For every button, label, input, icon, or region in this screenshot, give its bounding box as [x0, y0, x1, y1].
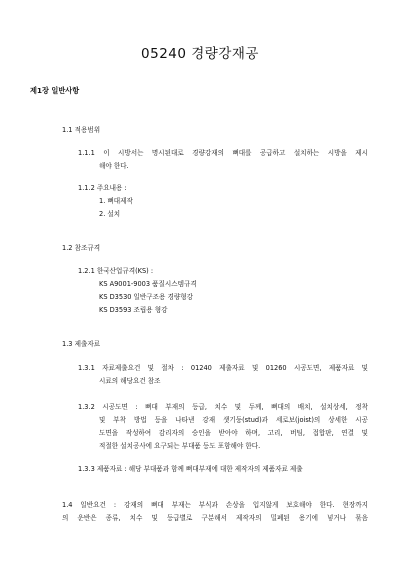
item-1-3-2-line4: 적절한 설치공사에 요구되는 부대품 등도 포함해야 한다. — [99, 442, 261, 450]
item-1-1-2-label: 1.1.2 주요내용 : — [78, 184, 127, 192]
list-item: KS A9001-9003 품질시스템규격 — [99, 280, 197, 288]
item-1-3-3-line1: 1.3.3 제품자료 : 해당 부대품과 함께 뼈대부재에 대한 제작자의 제품자료 제출 — [78, 465, 303, 473]
list-item: KS D3530 일반구조용 경량형강 — [99, 293, 193, 301]
item-1-1-1-line1: 1.1.1 이 시방서는 명시된대로 경량강재의 뼈대를 공급하고 설치하는 시방을 제시 — [78, 149, 368, 157]
section-heading-1-3: 1.3 제출자료 — [62, 340, 101, 348]
item-1-3-1-line1: 1.3.1 자료제출요건 및 절차 : 01240 제출자료 및 01260 시공도면, 제품자료 및 — [78, 364, 368, 372]
list-item: 2. 설치 — [99, 210, 121, 218]
item-1-3-2-line3: 도면을 작성하여 감리자의 승인을 받아야 하며, 고리, 버팀, 접합판, 연결 및 — [99, 429, 368, 437]
item-1-3-2-line1: 1.3.2 시공도면 : 뼈대 부재의 등급, 치수 및 두께, 뼈대의 배치, 설치상세, 정착 — [78, 403, 368, 411]
item-1-3-2-line2: 및 부착 방법 등을 나타낸 강재 샛기둥(stud)과 세로보(joist)의 상세한 시공 — [99, 416, 368, 424]
section-1-4-line1: 1.4 일반요건 : 강재의 뼈대 부재는 부식과 손상을 입지않게 보호해야 한다. 현장까지 — [62, 501, 368, 509]
section-1-4-line2: 의 운반은 종류, 치수 및 등급별로 구분해서 제작자의 밀폐된 용기에 넣거나 묶음 — [62, 514, 368, 522]
list-item: 1. 뼈대제작 — [99, 197, 133, 205]
item-1-1-1-line2: 해야 한다. — [99, 162, 129, 170]
item-1-3-1-line2: 시료의 해당요건 참조 — [99, 377, 161, 385]
document-title: 05240 경량강재공 — [141, 46, 259, 62]
item-1-2-1-label: 1.2.1 한국산업규격(KS) : — [78, 267, 154, 275]
chapter-heading: 제1장 일반사항 — [30, 86, 80, 95]
section-heading-1-1: 1.1 적용범위 — [62, 126, 101, 134]
section-heading-1-2: 1.2 참조규격 — [62, 244, 101, 252]
list-item: KS D3593 조립용 형강 — [99, 306, 168, 314]
